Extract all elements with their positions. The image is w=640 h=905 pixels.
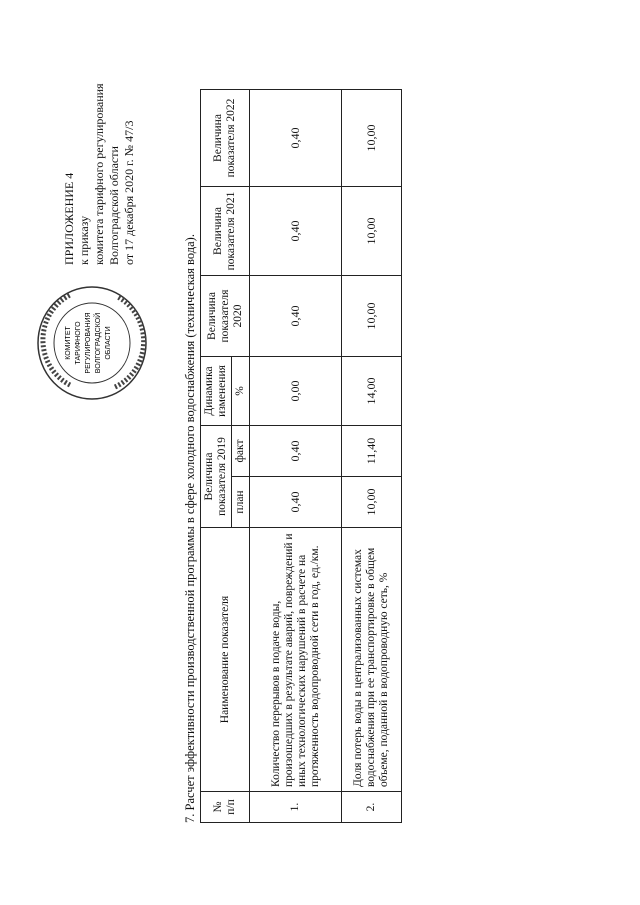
header-indicator-name: Наименование показателя	[201, 528, 250, 792]
header-number: № п/п	[201, 792, 250, 823]
row-indicator-name: Количество перерывов в подаче воды, произошедших в результате аварий, повреждений и иных технологических нарушений в расчете на протяженность водопроводной сети в год, ед./км.	[250, 528, 342, 792]
row-indicator-name: Доля потерь воды в централизованных системах водоснабжения при ее транспортировке в общем объеме, поданной в водопроводную сеть, %	[342, 528, 402, 792]
row-value-2022: 0,40	[250, 90, 342, 187]
row-plan: 0,40	[250, 477, 342, 528]
stamp-line-1: КОМИТЕТ	[65, 326, 72, 360]
stamp-line-2: ТАРИФНОГО	[75, 321, 82, 365]
header-dynamics: Динамика изменения	[201, 357, 232, 426]
row-value-2020: 10,00	[342, 276, 402, 357]
row-number: 2.	[342, 792, 402, 823]
appendix-region: Волгоградской области	[107, 146, 121, 265]
row-dynamics: 14,00	[342, 357, 402, 426]
row-fact: 11,40	[342, 426, 402, 477]
header-value-2021: Величина показателя 2021	[201, 187, 250, 276]
row-plan: 10,00	[342, 477, 402, 528]
header-value-2019: Величина показателя 2019	[201, 426, 232, 528]
row-number: 1.	[250, 792, 342, 823]
appendix-committee: комитета тарифного регулирования	[92, 83, 106, 265]
row-value-2020: 0,40	[250, 276, 342, 357]
section-title: 7. Расчет эффективности производственной программы в сфере холодного водоснабжения (техническая вода).	[183, 234, 197, 823]
stamp-line-3: РЕГУЛИРОВАНИЯ	[85, 312, 92, 374]
header-value-2020: Величина показателя 2020	[201, 276, 250, 357]
stamp-line-4: ВОЛГОГРАДСКОЙ	[95, 312, 102, 374]
row-value-2022: 10,00	[342, 90, 402, 187]
official-stamp	[30, 255, 160, 405]
header-dynamics-unit: %	[232, 357, 250, 426]
stamp-graphic	[30, 255, 160, 405]
header-value-2022: Величина показателя 2022	[201, 90, 250, 187]
row-value-2021: 10,00	[342, 187, 402, 276]
appendix-number: ПРИЛОЖЕНИЕ 4	[62, 172, 76, 265]
efficiency-table	[200, 89, 402, 823]
table-row	[250, 90, 342, 823]
header-plan: план	[232, 477, 250, 528]
row-value-2021: 0,40	[250, 187, 342, 276]
table-row	[342, 90, 402, 823]
stamp-line-5: ОБЛАСТИ	[105, 326, 112, 360]
header-fact: факт	[232, 426, 250, 477]
appendix-header	[62, 83, 137, 265]
row-fact: 0,40	[250, 426, 342, 477]
appendix-date: от 17 декабря 2020 г. № 47/3	[122, 120, 136, 265]
row-dynamics: 0,00	[250, 357, 342, 426]
appendix-order: к приказу	[77, 215, 91, 265]
